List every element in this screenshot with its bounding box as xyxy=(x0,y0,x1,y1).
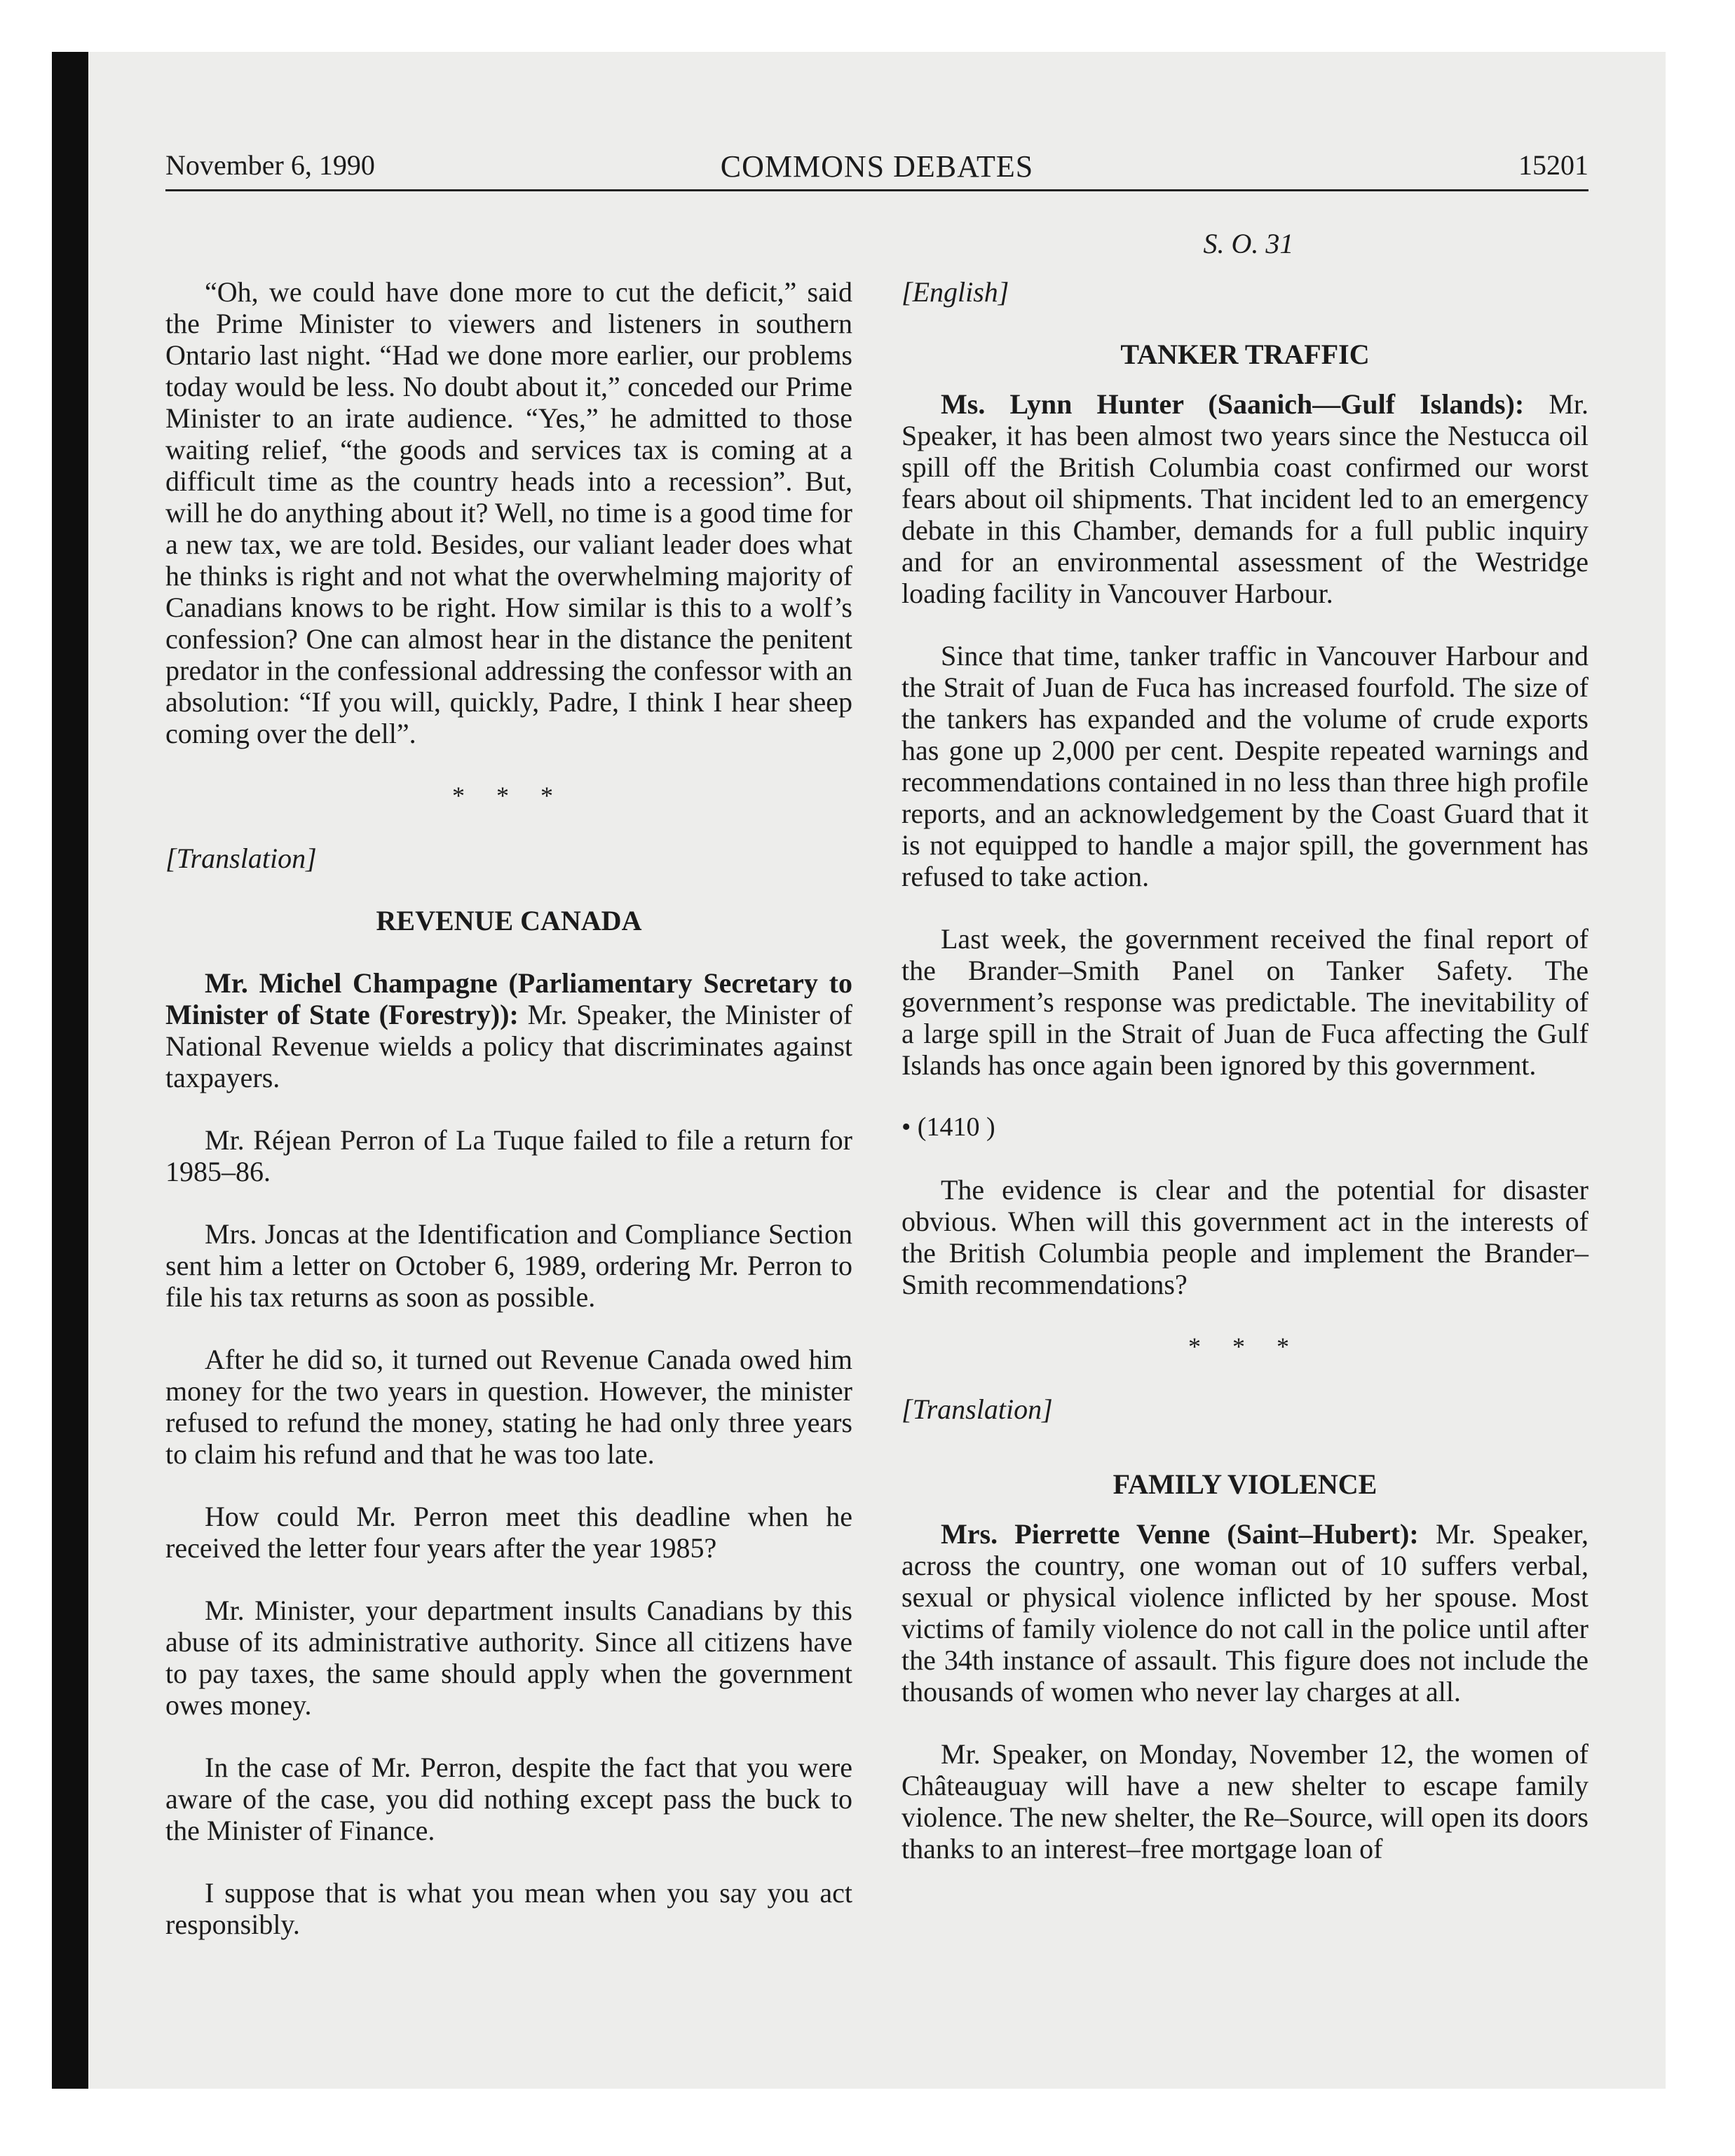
speaker-name: Mrs. Pierrette Venne (Saint–Hubert): xyxy=(941,1518,1419,1550)
document-page xyxy=(88,52,1666,2089)
speaker-name: Mr. Michel Champagne (Parliamentary Secretary to Minister of State (Forestry)): xyxy=(165,967,852,1030)
paragraph-chateauguay: Mr. Speaker, on Monday, November 12, the women of Châteauguay will have a new shelter to escape family violence. The new shelter, the Re–Source, will open its doors thanks to an interest–free mortgage loan of xyxy=(901,1738,1588,1864)
section-heading-tanker-traffic: TANKER TRAFFIC xyxy=(1120,339,1370,370)
section-heading-family-violence: FAMILY VIOLENCE xyxy=(1113,1468,1377,1500)
paragraph-brander-smith: Last week, the government received the final report of the Brander–Smith Panel on Tanker Safety. The government’s response was predictable. The inevitability of a large spill in the Strait of Juan de Fuca affecting the Gulf Islands has once again been ignored by this government. xyxy=(901,923,1588,1081)
header-page-number: 15201 xyxy=(1518,149,1588,181)
section-label: S. O. 31 xyxy=(1203,228,1294,259)
paragraph-text: Mr. Speaker, across the country, one woman out of 10 suffers verbal, sexual or physical violence inflicted by her spouse. Most victims of family violence do not call in the police until after the 34th instance of assault. This figure does not include the thousands of women who never lay charges at all. xyxy=(901,1518,1588,1707)
section-separator: * * * xyxy=(1188,1332,1302,1360)
scan-binding-edge xyxy=(52,52,88,2089)
running-header xyxy=(165,149,1588,191)
right-column xyxy=(901,276,1588,1864)
header-title: COMMONS DEBATES xyxy=(720,149,1034,184)
paragraph-evidence: The evidence is clear and the potential for disaster obvious. When will this government act in the interests of the British Columbia people and implement the Brander–Smith recommendations? xyxy=(901,1174,1588,1300)
section-separator: * * * xyxy=(452,782,566,810)
left-column xyxy=(165,276,852,1940)
paragraph-champagne xyxy=(165,967,852,1093)
header-rule xyxy=(165,189,1588,191)
paragraph-deadline: How could Mr. Perron meet this deadline when he received the letter four years after the year 1985? xyxy=(165,1501,852,1564)
paragraph-venne xyxy=(901,1518,1588,1707)
paragraph-joncas: Mrs. Joncas at the Identification and Compliance Section sent him a letter on October 6, 1989, ordering Mr. Perron to file his tax returns as soon as possible. xyxy=(165,1218,852,1313)
speaker-name: Ms. Lynn Hunter (Saanich—Gulf Islands): xyxy=(941,388,1525,420)
section-heading-revenue-canada: REVENUE CANADA xyxy=(376,905,642,936)
paragraph-insults: Mr. Minister, your department insults Canadians by this abuse of its administrative authority. Since all citizens have to pay taxes, the same should apply when the government owes money. xyxy=(165,1595,852,1721)
paragraph-refund: After he did so, it turned out Revenue Canada owed him money for the two years in question. However, the minister refused to refund the money, stating he had only three years to claim his refund and that he was too late. xyxy=(165,1344,852,1470)
time-stamp: • (1410 ) xyxy=(901,1112,995,1142)
paragraph-perron: Mr. Réjean Perron of La Tuque failed to file a return for 1985–86. xyxy=(165,1124,852,1187)
header-date: November 6, 1990 xyxy=(165,149,375,181)
paragraph-text: Mr. Speaker, the Minister of National Revenue wields a policy that discriminates against taxpayers. xyxy=(165,999,853,1093)
paragraph-hunter xyxy=(901,388,1588,609)
paragraph-deficit: “Oh, we could have done more to cut the deficit,” said the Prime Minister to viewers and listeners in southern Ontario last night. “Had we done more earlier, our problems today would be less. No doubt about it,” conceded our Prime Minister to an irate audience. “Yes,” he admitted to those waiting relief, “the goods and services tax is coming at a difficult time as the country heads into a recession”. But, will he do anything about it? Well, no time is a good time for a new tax, we are told. Besides, our valiant leader does what he thinks is right and not what the overwhelming majority of Canadians knows to be right. How similar is this to a wolf’s confession? One can almost hear in the distance the penitent predator in the confessional addressing the confessor with an absolution: “If you will, quickly, Padre, I think I hear sheep coming over the dell”. xyxy=(165,276,852,749)
paragraph-text: Mr. Speaker, it has been almost two years since the Nestucca oil spill off the British Columbia coast confirmed our worst fears about oil shipments. That incident led to an emergency debate in this Chamber, demands for a full public inquiry and for an environmental assessment of the Westridge loading facility in Vancouver Harbour. xyxy=(901,388,1588,609)
language-tag: [Translation] xyxy=(165,842,317,874)
paragraph-tanker-increase: Since that time, tanker traffic in Vancouver Harbour and the Strait of Juan de Fuca has increased fourfold. The size of the tankers has expanded and the volume of crude exports has gone up 2,000 per cent. Despite repeated warnings and recommendations contained in no less than three high profile reports, and an acknowledgement by the Coast Guard that it is not equipped to handle a major spill, the government has refused to take action. xyxy=(901,640,1588,892)
language-tag: [English] xyxy=(901,276,1009,308)
language-tag: [Translation] xyxy=(901,1393,1053,1425)
paragraph-buck: In the case of Mr. Perron, despite the fact that you were aware of the case, you did nothing except pass the buck to the Minister of Finance. xyxy=(165,1752,852,1846)
paragraph-responsibly: I suppose that is what you mean when you say you act responsibly. xyxy=(165,1877,852,1940)
